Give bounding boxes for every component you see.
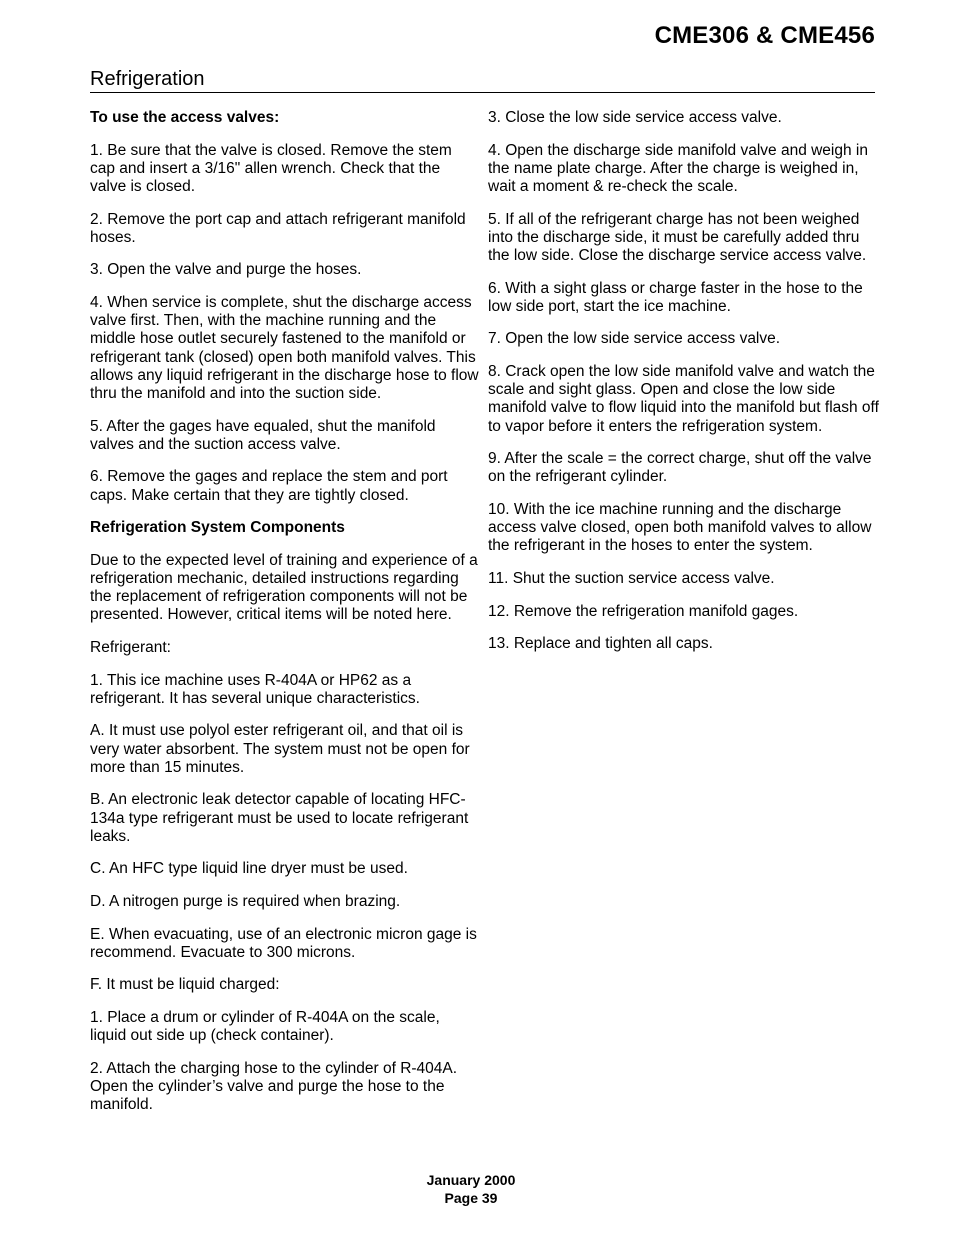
paragraph: 5. If all of the refrigerant charge has not been weighed into the discharge side, it must be carefully added thru the low side. Close the discharge service access valve. (488, 210, 867, 264)
paragraph: 1. This ice machine uses R-404A or HP62 as a refrigerant. It has several unique characteristics. (90, 671, 420, 707)
paragraph: 1. Be sure that the valve is closed. Remove the stem cap and insert a 3/16" allen wrench. Check that the valve is closed. (90, 141, 452, 195)
section-heading: To use the access valves: (90, 109, 280, 126)
paragraph: A. It must use polyol ester refrigerant oil, and that oil is very water absorbent. The system must not be open for more than 15 minutes. (90, 722, 470, 776)
footer-page-number: Page 39 (444, 1190, 498, 1206)
paragraph: C. An HFC type liquid line dryer must be used. (90, 860, 408, 878)
paragraph: 4. When service is complete, shut the discharge access valve first. Then, with the machine running and the middle hose outlet securely fastened to the manifold or refrigerant tank (closed) open both manifold valves. This allows any liquid refrigerant in the discharge hose to flow thru the manifold and into the suction side. (90, 293, 479, 402)
paragraph: Refrigerant: (90, 638, 171, 656)
right-column (488, 109, 880, 668)
paragraph: 2. Attach the charging hose to the cylinder of R-404A. Open the cylinder’s valve and purge the hose to the manifold. (90, 1059, 458, 1114)
paragraph: 2. Remove the port cap and attach refrigerant manifold hoses. (90, 210, 466, 246)
paragraph: 9. After the scale = the correct charge, shut off the valve on the refrigerant cylinder. (488, 450, 872, 486)
left-column (90, 109, 480, 1129)
header-divider (90, 92, 875, 93)
section-title: Refrigeration (90, 68, 205, 90)
model-title: CME306 & CME456 (654, 22, 875, 49)
paragraph: 12. Remove the refrigeration manifold gages. (488, 602, 799, 620)
paragraph: F. It must be liquid charged: (90, 976, 280, 994)
paragraph: 3. Open the valve and purge the hoses. (90, 261, 362, 279)
paragraph: 5. After the gages have equaled, shut the manifold valves and the suction access valve. (90, 417, 436, 453)
paragraph: 7. Open the low side service access valve. (488, 330, 781, 348)
paragraph: B. An electronic leak detector capable of locating HFC-134a type refrigerant must be used to locate refrigerant leaks. (90, 791, 469, 845)
paragraph: 4. Open the discharge side manifold valve and weigh in the name plate charge. After the charge is weighed in, wait a moment & re-check the scale. (488, 141, 868, 195)
paragraph: 13. Replace and tighten all caps. (488, 635, 713, 653)
paragraph: 11. Shut the suction service access valve. (488, 569, 775, 587)
paragraph: 6. With a sight glass or charge faster in the hose to the low side port, start the ice machine. (488, 279, 863, 315)
paragraph: 1. Place a drum or cylinder of R-404A on the scale, liquid out side up (check container). (90, 1008, 440, 1045)
paragraph: 8. Crack open the low side manifold valve and watch the scale and sight glass. Open and close the low side manifold valve to flow liquid into the manifold but flash off to vapor before it enters the refrigeration system. (488, 362, 879, 435)
paragraph: E. When evacuating, use of an electronic micron gage is recommend. Evacuate to 300 microns. (90, 925, 477, 961)
paragraph: 3. Close the low side service access valve. (488, 109, 782, 126)
paragraph: Due to the expected level of training and experience of a refrigeration mechanic, detailed instructions regarding the replacement of refrigeration components will not be presented. However, critical items will be noted here. (90, 551, 478, 624)
paragraph: 6. Remove the gages and replace the stem and port caps. Make certain that they are tightly closed. (90, 468, 448, 504)
paragraph: 10. With the ice machine running and the discharge access valve closed, open both manifold valves to allow the refrigerant in the hoses to enter the system. (488, 500, 872, 555)
paragraph: D. A nitrogen purge is required when brazing. (90, 892, 401, 910)
footer-date: January 2000 (426, 1172, 516, 1188)
section-heading: Refrigeration System Components (90, 519, 345, 537)
